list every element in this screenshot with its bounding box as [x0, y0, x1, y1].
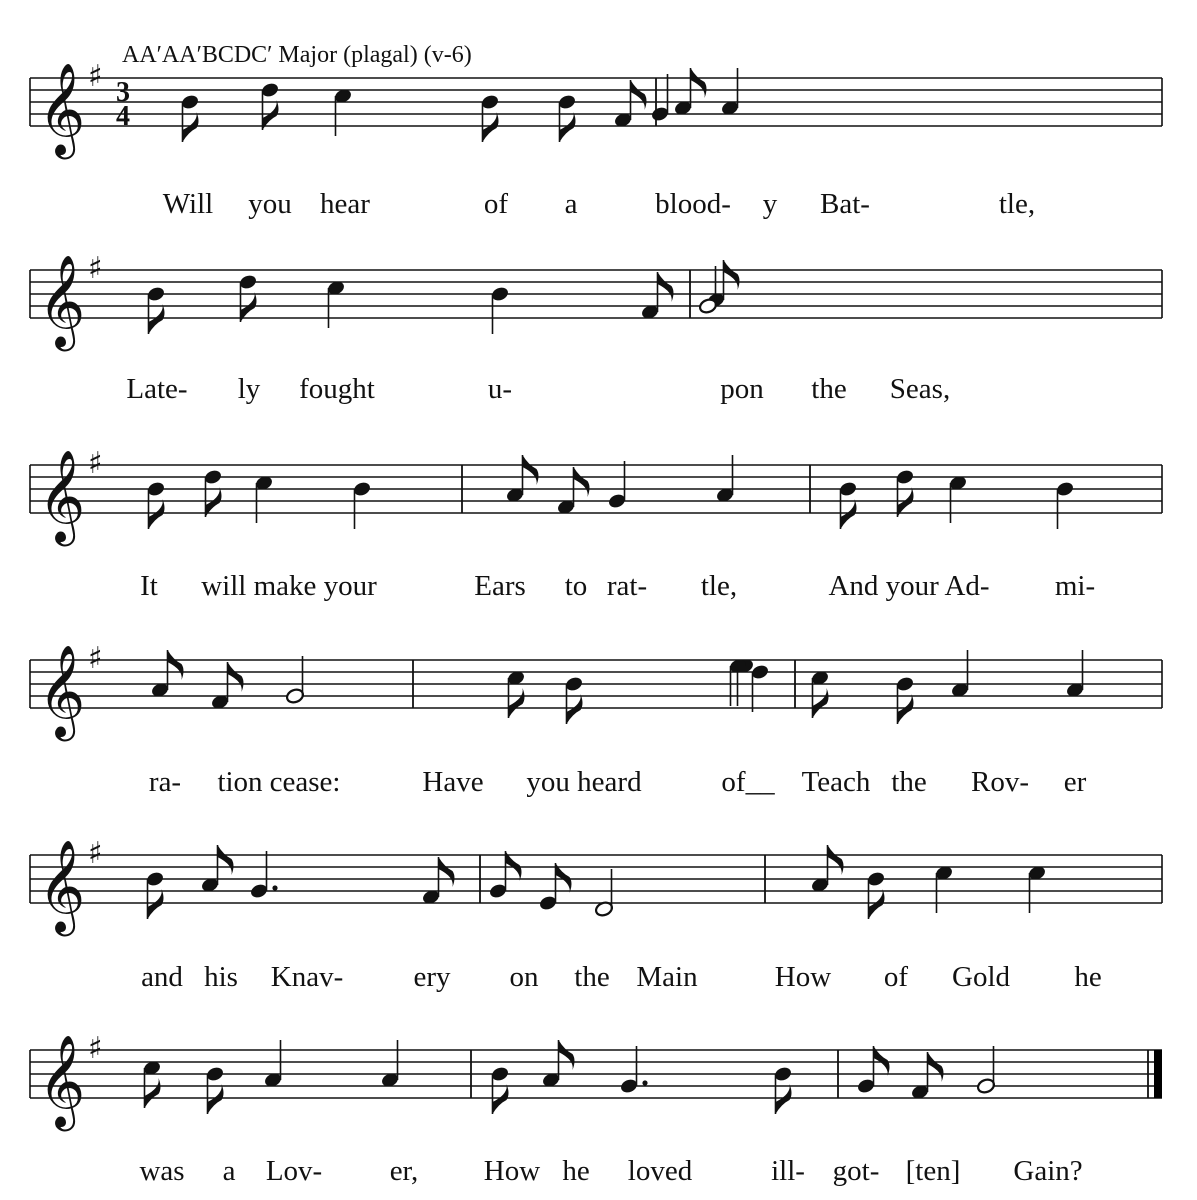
note: [715, 455, 735, 504]
lyric-syllable: the: [574, 961, 610, 993]
note: [950, 650, 970, 699]
note: [210, 662, 243, 711]
lyric-syllable: the: [891, 766, 927, 798]
treble-clef: 𝄞: [38, 254, 86, 347]
note: [260, 81, 280, 130]
augmentation-dot: [642, 1080, 647, 1085]
lyric-syllable: How: [774, 961, 832, 993]
note: [650, 74, 670, 123]
note: [145, 870, 165, 919]
lyric-syllable: on: [509, 961, 539, 993]
note: [720, 68, 740, 117]
note-flag: [149, 499, 165, 529]
note-flag: [523, 455, 539, 485]
note-flag: [208, 1084, 224, 1114]
lyric-syllable: Ears: [474, 570, 526, 602]
note: [352, 480, 372, 529]
lyric-syllable: ly: [237, 373, 261, 405]
note: [538, 863, 571, 912]
note: [948, 474, 968, 523]
staff-system: [30, 1031, 1162, 1187]
lyric-syllable: blood-: [655, 188, 731, 220]
score-systems: [30, 59, 1162, 1187]
note: [263, 1040, 283, 1089]
lyric-syllable: Main: [636, 961, 698, 993]
note-flag: [483, 112, 499, 142]
note: [607, 461, 627, 510]
note: [541, 1040, 574, 1089]
note: [146, 285, 166, 334]
lyric-syllable: got-: [832, 1155, 880, 1187]
note: [773, 1065, 793, 1114]
note: [380, 1040, 400, 1089]
final-barline-thick: [1154, 1050, 1162, 1098]
note: [557, 93, 577, 142]
lyric-syllable: of: [483, 188, 509, 220]
note: [1065, 650, 1085, 699]
treble-clef: 𝄞: [38, 644, 86, 737]
note: [200, 845, 233, 894]
lyric-syllable: he: [1074, 961, 1102, 993]
lyric-syllable: you: [248, 188, 292, 220]
note: [490, 285, 510, 334]
lyric-syllable: of__: [721, 766, 775, 798]
time-signature-denominator: 4: [116, 101, 130, 132]
note: [1055, 480, 1075, 529]
lyric-syllable: hear: [320, 188, 370, 220]
lyric-syllable: the: [811, 373, 847, 405]
lyric-syllable: Bat-: [820, 188, 870, 220]
lyric-syllable: pon: [720, 373, 764, 405]
lyric-syllable: u-: [487, 373, 513, 405]
note: [640, 272, 673, 321]
lyric-syllable: and: [141, 961, 183, 993]
lyric-syllable: a: [222, 1155, 236, 1187]
key-signature-sharp: ♯: [88, 251, 103, 286]
lyric-syllable: rat-: [606, 570, 648, 602]
lyric-syllable: And your Ad-: [828, 570, 990, 602]
lyric-syllable: Will: [162, 188, 214, 220]
note: [205, 1065, 225, 1114]
note-flag: [559, 1040, 575, 1070]
lyric-syllable: Gain?: [1013, 1155, 1083, 1187]
key-signature-sharp: ♯: [88, 836, 103, 871]
lyric-syllable: Late-: [126, 373, 188, 405]
key-signature-sharp: ♯: [88, 641, 103, 676]
note: [1027, 864, 1047, 913]
lyric-syllable: How: [483, 1155, 541, 1187]
lyric-syllable: you heard: [526, 766, 642, 798]
note: [673, 68, 706, 117]
note: [556, 467, 589, 516]
note: [480, 93, 500, 142]
note-flag: [145, 1078, 161, 1108]
lyric-syllable: to: [564, 570, 588, 602]
lyric-syllable: Lov-: [265, 1155, 323, 1187]
lyric-syllable: his: [204, 961, 238, 993]
note-flag: [869, 889, 885, 919]
note-flag: [183, 112, 199, 142]
note-flag: [148, 889, 164, 919]
lyric-syllable: er,: [389, 1155, 419, 1187]
note-flag: [493, 1084, 509, 1114]
note: [203, 468, 223, 517]
note: [505, 455, 538, 504]
note-flag: [898, 694, 914, 724]
lyric-syllable: Rov-: [971, 766, 1029, 798]
lyric-syllable: Teach: [801, 766, 871, 798]
note-flag: [776, 1084, 792, 1114]
note-flag: [149, 304, 165, 334]
note: [142, 1059, 162, 1108]
note: [866, 870, 886, 919]
note: [150, 650, 183, 699]
note-flag: [631, 80, 647, 110]
lyric-syllable: fought: [299, 373, 375, 405]
lyric-syllable: tion: [217, 766, 263, 798]
lyric-syllable: Knav-: [270, 961, 344, 993]
lyric-syllable: will make your: [201, 570, 377, 602]
tune-heading: AA′AA′BCDC′ Major (plagal) (v-6): [122, 42, 472, 68]
key-signature-sharp: ♯: [88, 59, 103, 94]
note: [594, 869, 614, 918]
treble-clef: 𝄞: [38, 1034, 86, 1127]
lyric-syllable: ill-: [771, 1155, 805, 1187]
lyric-syllable: It: [140, 570, 158, 602]
note-flag: [168, 650, 184, 680]
note: [895, 468, 915, 517]
lyric-syllable: ery: [413, 961, 451, 993]
note: [254, 474, 274, 523]
lyric-syllable: er: [1063, 766, 1087, 798]
staff-system: [30, 251, 1162, 405]
note: [326, 279, 346, 328]
note: [488, 851, 521, 900]
lyric-syllable: tle,: [700, 570, 738, 602]
lyric-syllable: y: [762, 188, 778, 220]
treble-clef: 𝄞: [38, 62, 86, 155]
treble-clef: 𝄞: [38, 449, 86, 542]
staff-system: [30, 446, 1162, 602]
note: [564, 675, 584, 724]
staff-system: [30, 641, 1162, 798]
note-flag: [567, 694, 583, 724]
lyric-syllable: Gold: [952, 961, 1010, 993]
lyric-syllable: of: [883, 961, 909, 993]
note-flag: [439, 857, 455, 887]
note: [506, 669, 526, 718]
lyric-syllable: Seas,: [889, 373, 951, 405]
note: [810, 669, 830, 718]
note-flag: [658, 272, 674, 302]
note: [910, 1052, 943, 1101]
lyric-syllable: was: [139, 1155, 185, 1187]
note: [750, 663, 770, 712]
lyric-syllable: a: [564, 188, 578, 220]
lyric-syllable: [ten]: [905, 1155, 961, 1187]
note-flag: [560, 112, 576, 142]
note: [934, 864, 954, 913]
note-flag: [928, 1052, 944, 1082]
lyric-syllable: ra-: [148, 766, 182, 798]
lyric-syllable: loved: [627, 1155, 693, 1187]
note: [856, 1046, 889, 1095]
lyric-syllable: Have: [422, 766, 484, 798]
note: [490, 1065, 510, 1114]
lyric-syllable: he: [562, 1155, 590, 1187]
augmentation-dot: [272, 885, 277, 890]
note: [285, 656, 305, 705]
note: [238, 273, 258, 322]
key-signature-sharp: ♯: [88, 446, 103, 481]
treble-clef: 𝄞: [38, 839, 86, 932]
note: [249, 851, 277, 900]
note: [146, 480, 166, 529]
note: [333, 87, 353, 136]
note-flag: [691, 68, 707, 98]
note-flag: [813, 688, 829, 718]
lyric-syllable: mi-: [1054, 570, 1096, 602]
note: [698, 266, 718, 315]
lyric-syllable: cease:: [269, 766, 341, 798]
staff-system: [30, 59, 1162, 220]
note: [421, 857, 454, 906]
key-signature-sharp: ♯: [88, 1031, 103, 1066]
note-flag: [574, 467, 590, 497]
note: [613, 80, 646, 129]
note-flag: [218, 845, 234, 875]
note-flag: [828, 845, 844, 875]
note-flag: [228, 662, 244, 692]
note: [976, 1046, 996, 1095]
note: [895, 675, 915, 724]
staff-system: [30, 836, 1162, 993]
time-signature-numerator: 3: [116, 77, 130, 108]
note: [619, 1046, 647, 1095]
note-flag: [841, 499, 857, 529]
note-flag: [724, 260, 740, 290]
note: [838, 480, 858, 529]
note-flag: [509, 688, 525, 718]
note: [810, 845, 843, 894]
lyric-syllable: tle,: [998, 188, 1036, 220]
note: [180, 93, 200, 142]
